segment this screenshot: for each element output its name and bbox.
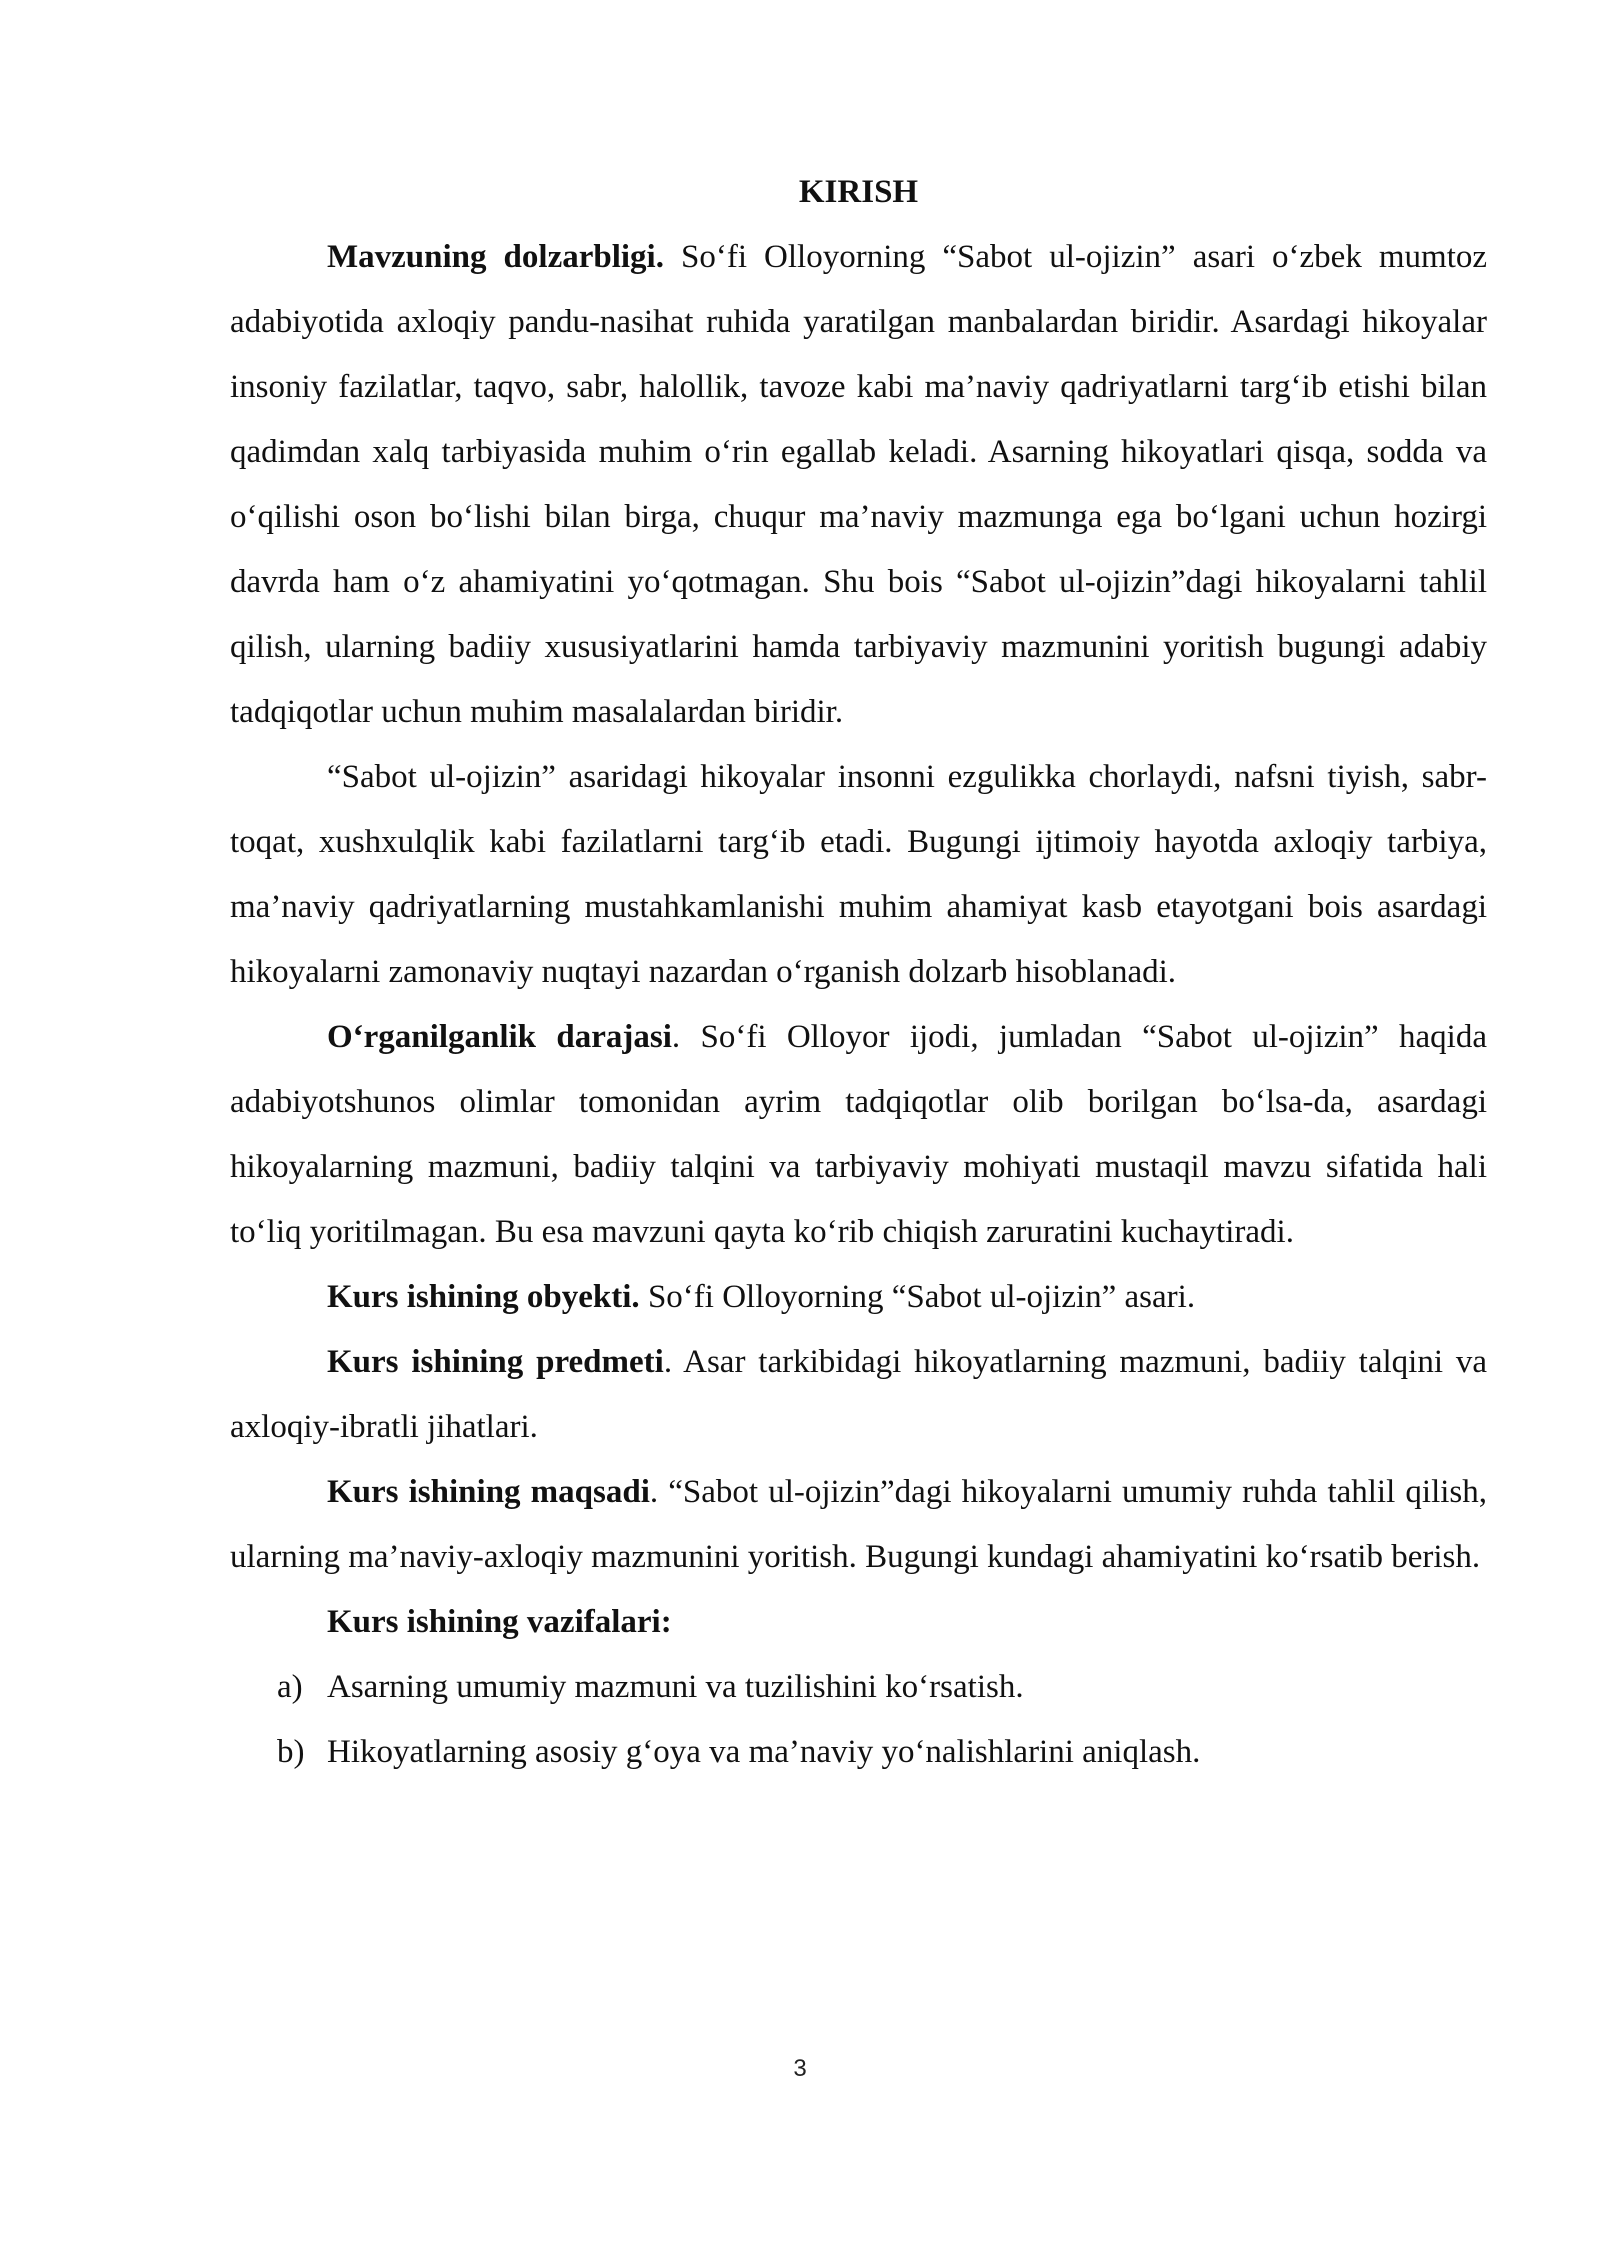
paragraph-relevance (230, 225, 1487, 745)
paragraph-text: . “Sabot ul-ojizin”dagi hikoyalarni umumiy ruhda tahlil qilish, ularning ma’naviy-axloqiy mazmunini yoritish. Bugungi kundagi ahamiyatini ko‘rsatib berish. (230, 1474, 1488, 1575)
task-list (230, 1655, 1487, 1785)
list-marker: a) (277, 1669, 303, 1705)
paragraph-text: . So‘fi Olloyor ijodi, jumladan “Sabot ul-ojizin” haqida adabiyotshunos olimlar tomonidan ayrim tadqiqotlar olib borilgan bo‘lsa-da, asardagi hikoyalarning mazmuni, badiiy talqini va tarbiyaviy mohiyati mustaqil mavzu sifatida hali to‘liq yoritilmagan. Bu esa mavzuni qayta ko‘rib chiqish zaruratini kuchaytiradi. (230, 1019, 1487, 1250)
list-marker: b) (277, 1734, 305, 1770)
paragraph-moral-values (230, 745, 1487, 1005)
paragraph-text: “Sabot ul-ojizin” asaridagi hikoyalar insonni ezgulikka chorlaydi, nafsni tiyish, sabr-toqat, xushxulqlik kabi fazilatlarni targ‘ib etadi. Bugungi ijtimoiy hayotda axloqiy tarbiya, ma’naviy qadriyatlarning mustahkamlanishi muhim ahamiyat kasb etayotgani bois asardagi hikoyalarni zamonaviy nuqtayi nazardan o‘rganish dolzarb hisoblanadi. (230, 759, 1487, 990)
page-number: 3 (793, 2055, 807, 2082)
page-heading: KIRISH (798, 174, 919, 210)
paragraph-lead: Kurs ishining maqsadi (327, 1474, 650, 1510)
paragraph-lead: Mavzuning dolzarbligi. (327, 239, 664, 275)
list-item (230, 1720, 1487, 1785)
paragraph-object (230, 1265, 1487, 1330)
list-item (230, 1655, 1487, 1720)
paragraph-subject (230, 1330, 1487, 1460)
paragraph-text: So‘fi Olloyorning “Sabot ul-ojizin” asari. (639, 1279, 1196, 1315)
paragraph-lead: Kurs ishining vazifalari: (327, 1604, 672, 1640)
paragraph-lead: Kurs ishining obyekti. (327, 1279, 640, 1315)
paragraph-lead: Kurs ishining predmeti (327, 1344, 664, 1380)
paragraph-text: . Asar tarkibidagi hikoyatlarning mazmuni, badiiy talqini va axloqiy-ibratli jihatlari. (230, 1344, 1488, 1445)
paragraph-lead: O‘rganilganlik darajasi (327, 1019, 672, 1055)
list-item-text: Asarning umumiy mazmuni va tuzilishini ko‘rsatish. (327, 1669, 1024, 1705)
list-item-text: Hikoyatlarning asosiy g‘oya va ma’naviy yo‘nalishlarini aniqlash. (327, 1734, 1201, 1770)
paragraph-text: So‘fi Olloyorning “Sabot ul-ojizin” asari o‘zbek mumtoz adabiyotida axloqiy pandu-nasihat ruhida yaratilgan manbalardan biridir. Asardagi hikoyalar insoniy fazilatlar, taqvo, sabr, halollik, tavoze kabi ma’naviy qadriyatlarni targ‘ib etishi bilan qadimdan xalq tarbiyasida muhim o‘rin egallab keladi. Asarning hikoyatlari qisqa, sodda va o‘qilishi oson bo‘lishi bilan birga, chuqur ma’naviy mazmunga ega bo‘lgani uchun hozirgi davrda ham o‘z ahamiyatini yo‘qotmagan. Shu bois “Sabot ul-ojizin”dagi hikoyalarni tahlil qilish, ularning badiiy xususiyatlarini hamda tarbiyaviy mazmunini yoritish bugungi adabiy tadqiqotlar uchun muhim masalalardan biridir. (230, 239, 1488, 730)
paragraph-tasks-heading (230, 1590, 1487, 1655)
paragraph-research-level (230, 1005, 1487, 1265)
paragraph-goal (230, 1460, 1487, 1590)
page-content (230, 160, 1487, 1785)
